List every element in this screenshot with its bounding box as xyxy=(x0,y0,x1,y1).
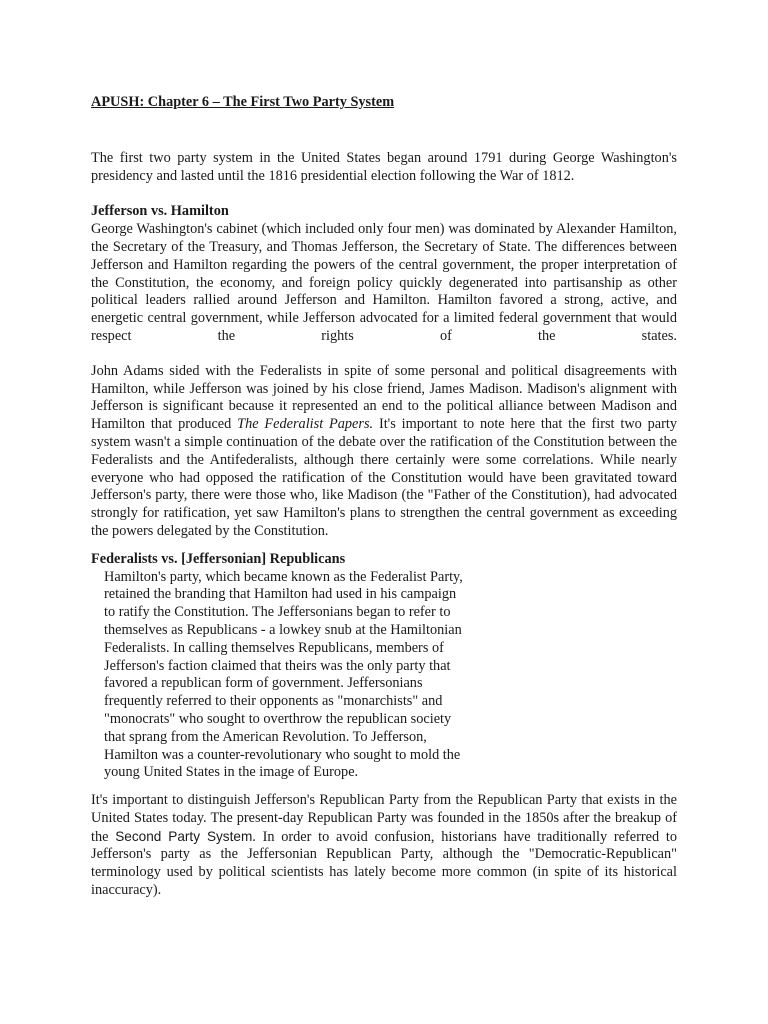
section1-paragraph2 xyxy=(91,363,677,541)
section1-paragraph2-text-a: John Adams sided with the Federalists in spite of some personal and political disagreements with Hamilton, while Jefferson was joined by his close friend, James Madison. Madison's alignment with Jefferson is significant because it represented an end to the political alliance between Madison and Hamilton that produced xyxy=(91,362,677,433)
section1-paragraph1: George Washington's cabinet (which included only four men) was dominated by Alexander Hamilton, the Secretary of the Treasury, and Thomas Jefferson, the Secretary of State. The differences between Jefferson and Hamilton regarding the powers of the central government, the proper interpretation of the Constitution, the economy, and foreign policy quickly degenerated into partisanship as other political leaders rallied around Jefferson and Hamilton. Hamilton favored a strong, active, and energetic central government, while Jefferson advocated for a limited federal government that would respect the rights of the states. xyxy=(91,221,677,344)
document-page xyxy=(91,94,677,900)
section2-paragraph2-text-a: It's important to distinguish Jefferson's Republican Party from the Republican Party that exists in the United States today. The present-day Republican Party was founded in the 1850s after the breakup of the xyxy=(91,792,677,845)
section2-paragraph2 xyxy=(91,792,677,900)
section-heading-federalists-vs-republicans: Federalists vs. [Jeffersonian] Republicans xyxy=(91,550,346,567)
section2-paragraph1: Hamilton's party, which became known as the Federalist Party, retained the branding that Hamilton had used in his campaign to ratify the Constitution. The Jeffersonians began to refer to themselves as Republicans - a lowkey snub at the Hamiltonian Federalists. In calling themselves Republicans, members of Jefferson's faction claimed that theirs was the only party that favored a republican form of government. Jeffersonians frequently referred to their opponents as "monarchists" and "monocrats" who sought to overthrow the republican society that sprang from the American Revolution. To Jefferson, Hamilton was a counter-revolutionary who sought to mold the young United States in the image of Europe. xyxy=(104,568,463,781)
second-party-system-link[interactable]: Second Party System xyxy=(115,828,253,844)
intro-paragraph: The first two party system in the United States began around 1791 during George Washington's presidency and lasted until the 1816 presidential election following the War of 1812. xyxy=(91,149,677,184)
federalist-papers-title: The Federalist Papers. xyxy=(237,416,374,433)
section2-paragraph2-text-b: . In order to avoid confusion, historians have traditionally referred to Jefferson's party as the Jeffersonian Republican Party, although the "Democratic-Republican" terminology used by political scientists has lately become more common (in spite of its historical inaccuracy). xyxy=(91,828,677,899)
document-title: APUSH: Chapter 6 – The First Two Party System xyxy=(91,94,395,110)
section-heading-jefferson-vs-hamilton: Jefferson vs. Hamilton xyxy=(91,203,229,220)
section1-paragraph2-text-b: It's important to note here that the first two party system wasn't a simple continuation of the debate over the ratification of the Constitution between the Federalists and the Antifederalists, although there certainly were some correlations. While nearly everyone who had opposed the ratification of the Constitution would have been gravitated toward Jefferson's party, there were those who, like Madison (the "Father of the Constitution), had advocated strongly for ratification, yet saw Hamilton's plans to strengthen the central government as exceeding the powers delegated by the Constitution. xyxy=(91,416,677,539)
